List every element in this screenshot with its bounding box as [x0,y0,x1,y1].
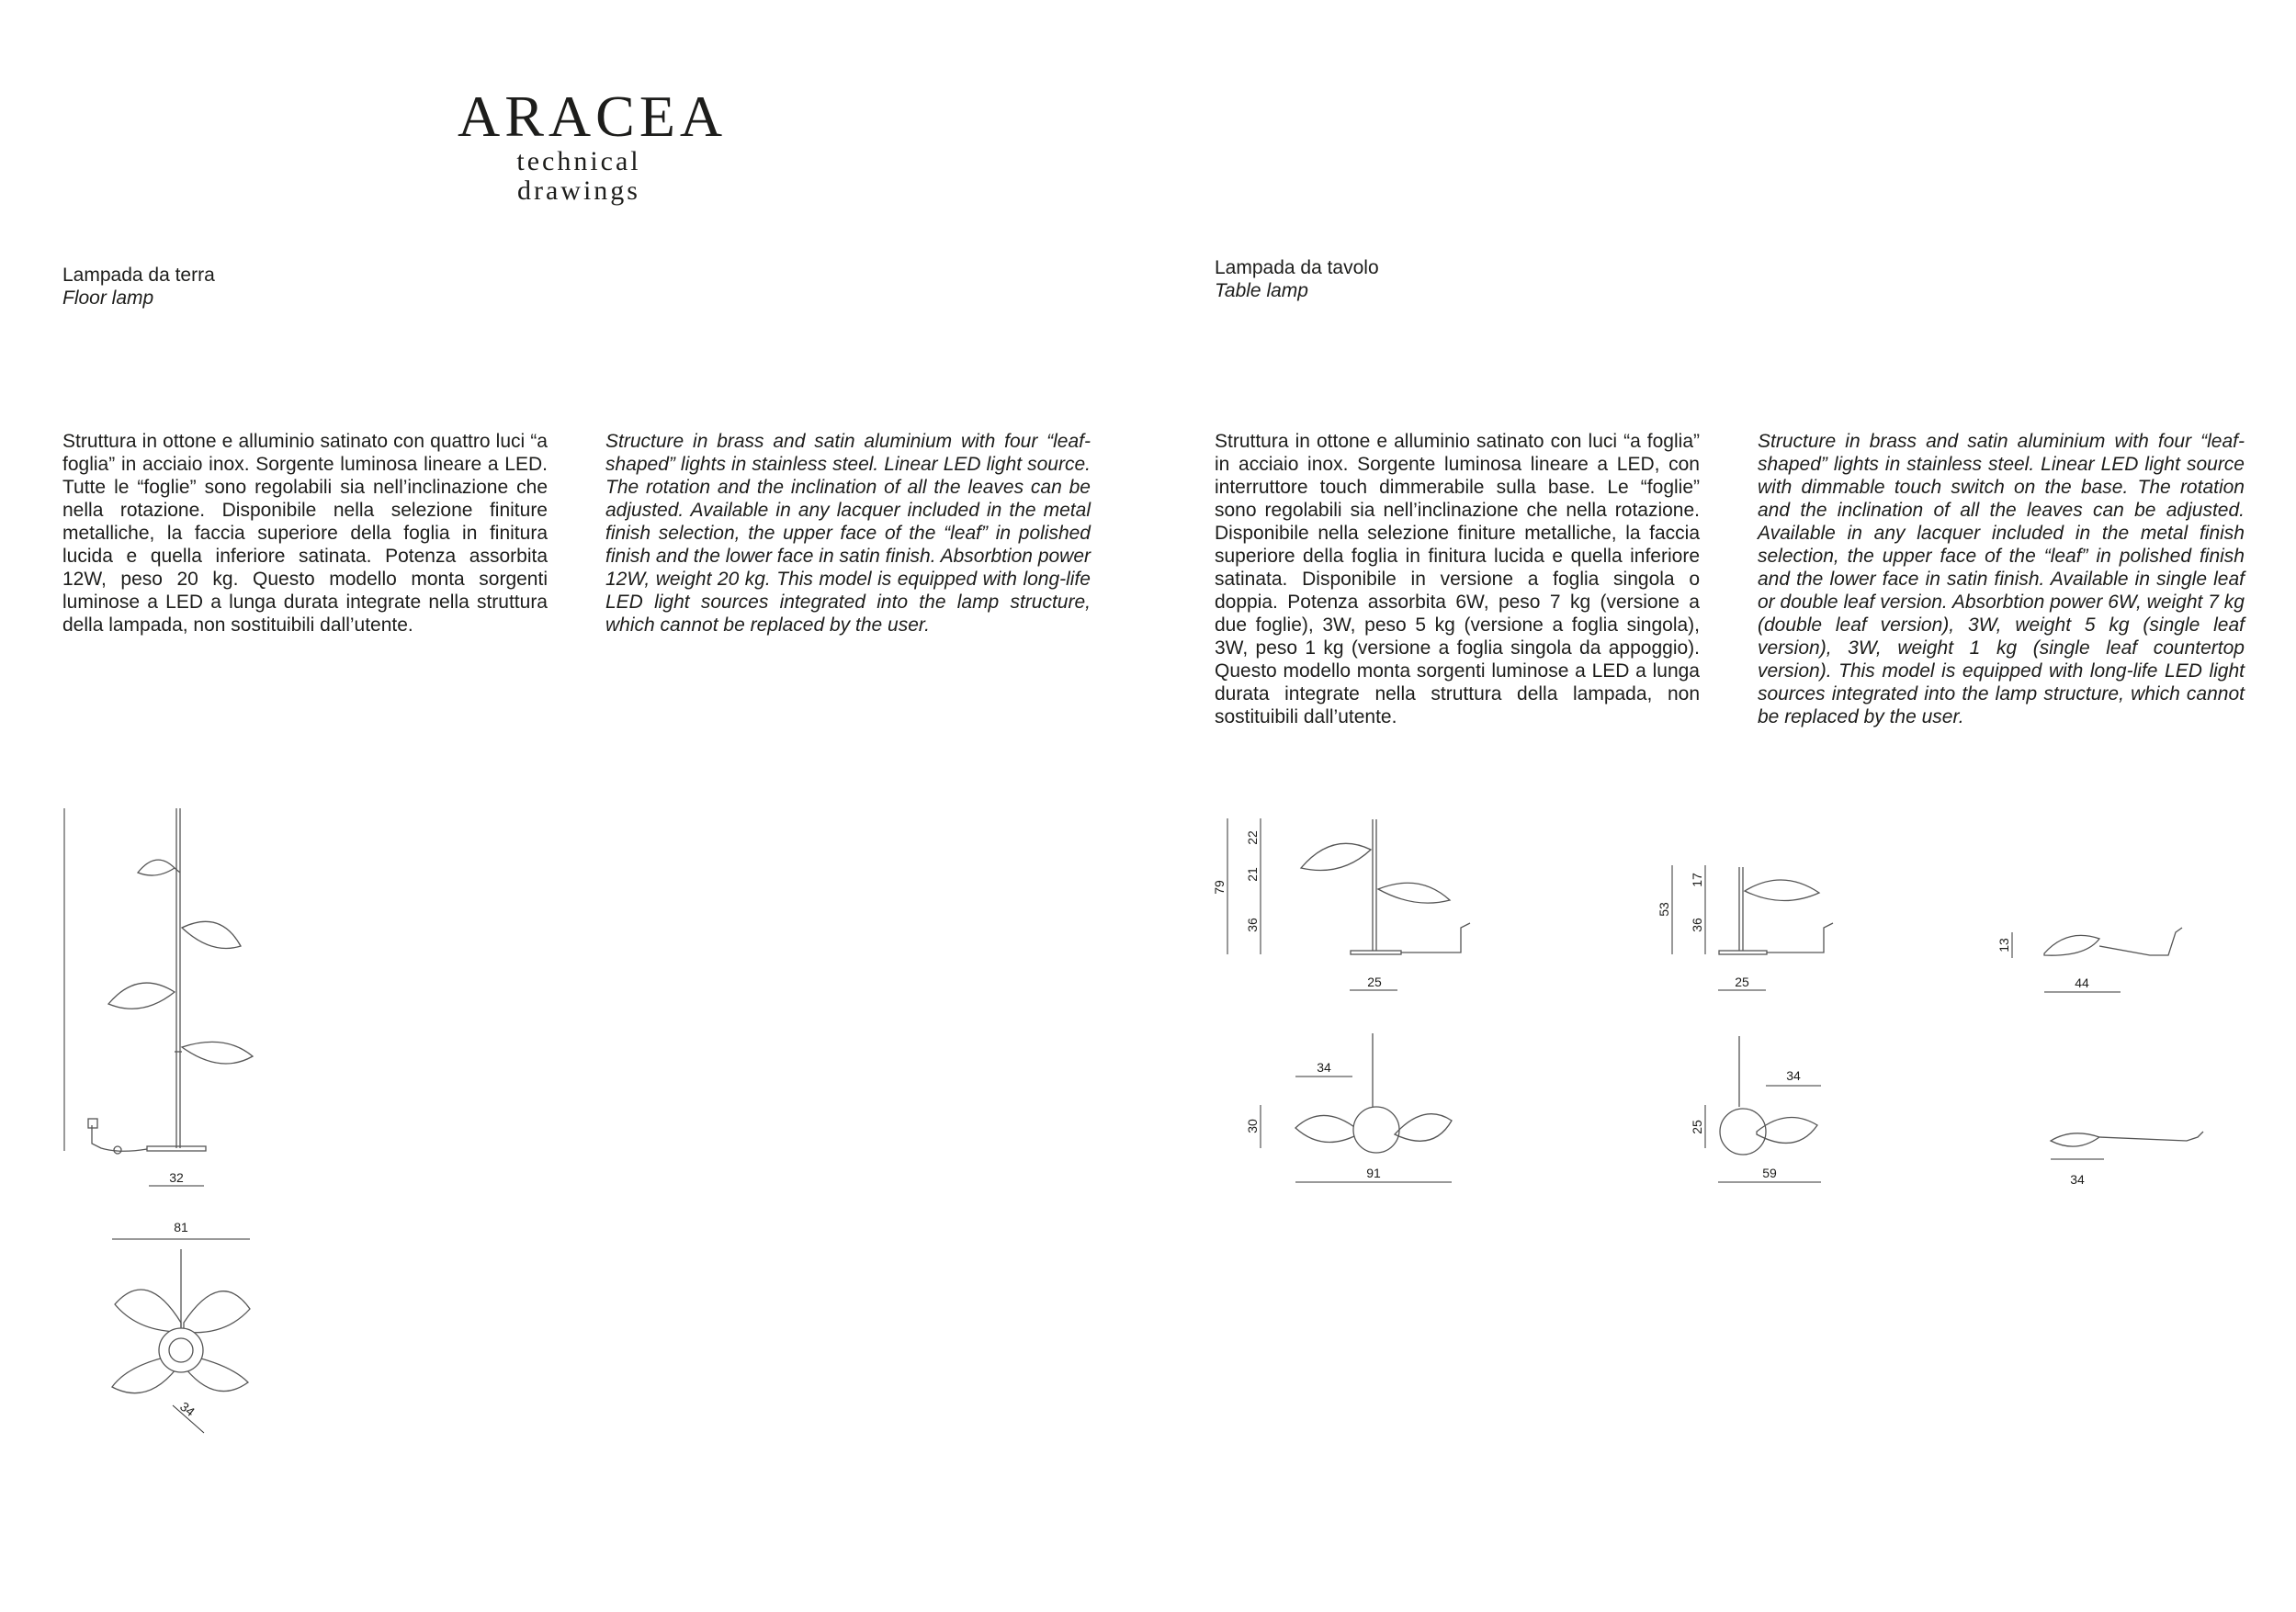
single-leaf-dim: 34 [1786,1068,1801,1083]
floor-leaf-dim: 34 [177,1398,198,1420]
single-height-dim: 53 [1657,902,1671,917]
floor-lamp-elevation [64,808,253,1186]
single-plan-width-dim: 59 [1762,1166,1777,1180]
floor-label-it: Lampada da terra [62,265,215,286]
double-top-dim: 22 [1245,830,1260,845]
double-mid-dim: 21 [1245,867,1260,882]
single-low-dim: 36 [1690,918,1704,932]
page-title: ARACEA [458,84,728,149]
page-subtitle: technical drawings [516,146,641,206]
table-double-plan [1245,1033,1452,1182]
countertop-plan-dim: 34 [2070,1172,2085,1187]
table-description-it: Struttura in ottone e alluminio satinato con luci “a foglia” in acciaio inox. Sorgente luminosa lineare a LED, con interruttore touch dimmerabile sulla base. Le “foglie” sono regolabili sia nell’inclinazione che nella rotazione. Disponibile nella selezione finiture metalliche, la faccia superiore della foglia in finitura lucida e quella inferiore satinata. Disponibile in versione a foglia singola o doppia. Potenza assorbita 6W, peso 7 kg (versione a due foglie), 3W, peso 5 kg (versione a foglia singola), 3W, peso 1 kg (versione a foglia singola da appoggio). Questo modello monta sorgenti luminose a LED a lunga durata integrate nella struttura della lampada, non sostituibili dall’utente. [1215,431,1700,727]
double-plan-depth-dim: 30 [1245,1119,1260,1133]
table-single-elevation [1657,865,1833,990]
countertop-height-dim: 13 [1996,938,2011,953]
double-base-dim: 25 [1367,975,1382,989]
table-single-plan [1690,1036,1821,1182]
floor-label-en: Floor lamp [62,287,154,309]
floor-description-it: Struttura in ottone e alluminio satinato con quattro luci “a foglia” in acciaio inox. Sorgente luminosa lineare a LED. Tutte le “foglie” sono regolabili sia nell’inclinazione che nella rotazione. Disponibile nella selezione finiture metalliche, la faccia superiore della foglia in finitura lucida e quella inferiore satinata. Potenza assorbita 12W, peso 20 kg. Questo modello monta sorgenti luminose a LED a lunga durata integrate nella struttura della lampada, non sostituibili dall’utente. [62,431,548,636]
double-low-dim: 36 [1245,918,1260,932]
floor-lamp-plan [112,1220,250,1433]
countertop-plan [2051,1132,2203,1187]
table-label-en: Table lamp [1215,280,1308,301]
countertop-length-dim: 44 [2075,975,2089,990]
table-double-elevation [1212,818,1470,990]
floor-description-en: Structure in brass and satin aluminium with four “leaf-shaped” lights in stainless steel. Linear LED light source. The rotation and the inclination of all the leaves can be adjusted. Available in any lacquer included in the metal finish selection, the upper face of the “leaf” in polished finish and the lower face in satin finish. Absorbtion power 12W, weight 20 kg. This model is equipped with long-life LED light sources integrated into the lamp structure, which cannot be replaced by the user. [605,431,1091,636]
table-description-en: Structure in brass and satin aluminium with four “leaf-shaped” lights in stainless steel. Linear LED light source with dimmable touch switch on the base. The rotation and the inclination of all the leaves can be adjusted. Available in any lacquer included in the metal finish selection, the upper face of the “leaf” in polished finish and the lower face in satin finish. Available in single leaf or double leaf version. Absorbtion power 6W, weight 7 kg (double leaf version), 3W, weight 5 kg (single leaf version), 3W, weight 1 kg (single leaf countertop version). This model is equipped with long-life LED light sources integrated into the lamp structure, which cannot be replaced by the user. [1758,431,2245,727]
floor-span-dim: 81 [174,1220,188,1234]
single-base-dim: 25 [1735,975,1749,989]
countertop-elevation [1996,928,2182,992]
double-height-dim: 79 [1212,880,1227,895]
double-plan-width-dim: 91 [1366,1166,1381,1180]
table-label-it: Lampada da tavolo [1215,257,1379,278]
single-top-dim: 17 [1690,873,1704,887]
floor-base-dim: 32 [169,1170,184,1185]
single-plan-depth-dim: 25 [1690,1120,1704,1134]
double-leaf-dim: 34 [1317,1060,1331,1075]
